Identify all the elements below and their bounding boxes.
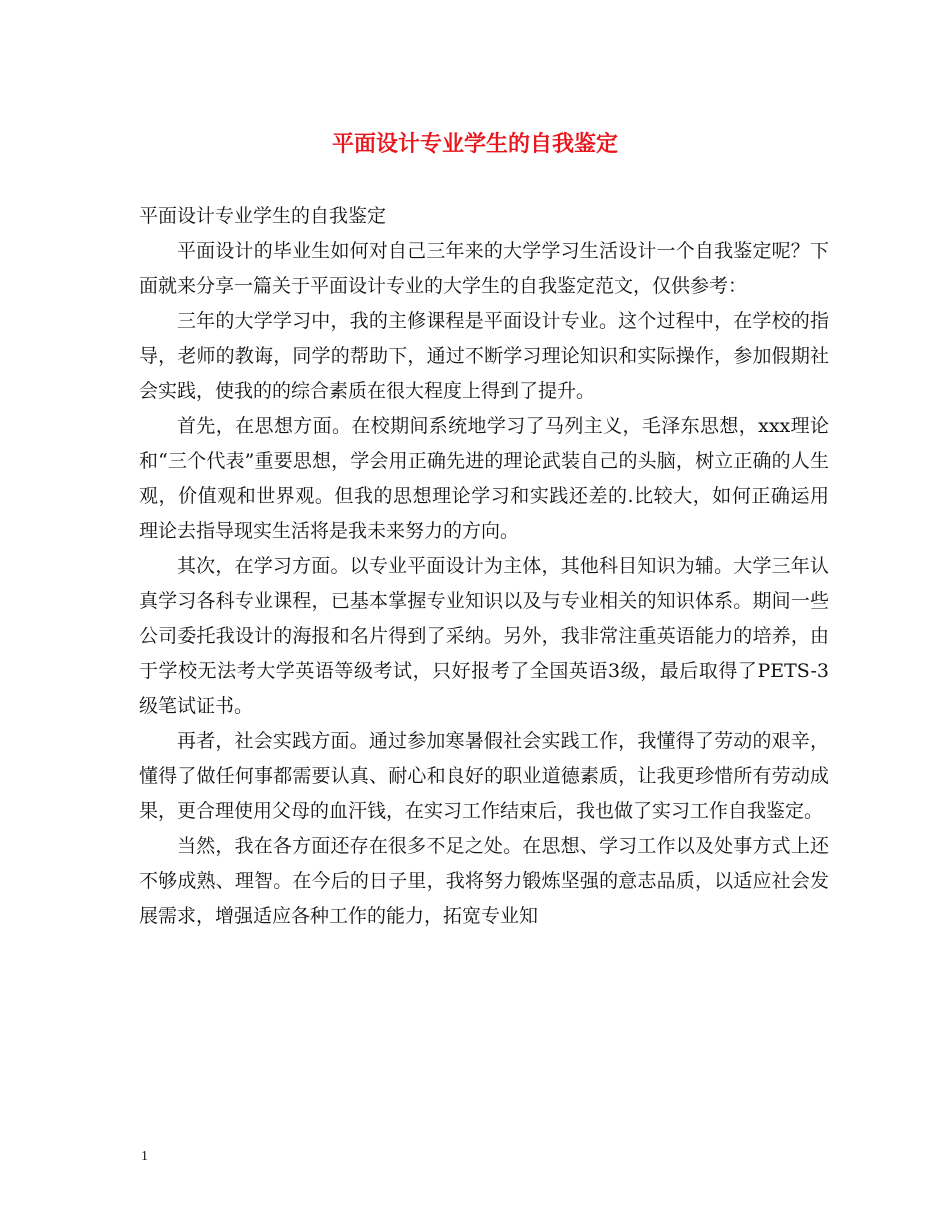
paragraph-overview: 三年的大学学习中，我的主修课程是平面设计专业。这个过程中，在学校的指导，老师的教诲，同学的帮助下，通过不断学习理论知识和实际操作，参加假期社会实践，使我的的综合素质在很大程度上得到了提升。	[139, 310, 829, 402]
document-body	[139, 199, 829, 934]
paragraph-shortcomings: 当然，我在各方面还存在很多不足之处。在思想、学习工作以及处事方式上还不够成熟、理智。在今后的日子里，我将努力锻炼坚强的意志品质，以适应社会发展需求，增强适应各种工作的能力，拓宽专业知	[139, 835, 829, 927]
paragraph-study: 其次，在学习方面。以专业平面设计为主体，其他科目知识为辅。大学三年认真学习各科专业课程，已基本掌握专业知识以及与专业相关的知识体系。期间一些公司委托我设计的海报和名片得到了采纳。另外，我非常注重英语能力的培养，由于学校无法考大学英语等级考试，只好报考了全国英语3级，最后取得了PETS-3级笔试证书。	[139, 555, 829, 717]
document-title: 平面设计专业学生的自我鉴定	[331, 132, 618, 157]
paragraph-practice: 再者，社会实践方面。通过参加寒暑假社会实践工作，我懂得了劳动的艰辛，懂得了做任何事都需要认真、耐心和良好的职业道德素质，让我更珍惜所有劳动成果，更合理使用父母的血汗钱，在实习工作结束后，我也做了实习工作自我鉴定。	[139, 730, 829, 822]
page-number: 1	[141, 1149, 148, 1164]
document-subtitle: 平面设计专业学生的自我鉴定	[139, 205, 387, 227]
paragraph-intro: 平面设计的毕业生如何对自己三年来的大学学习生活设计一个自我鉴定呢？下面就来分享一篇关于平面设计专业的大学生的自我鉴定范文，仅供参考：	[139, 240, 829, 297]
paragraph-ideology: 首先，在思想方面。在校期间系统地学习了马列主义，毛泽东思想，xxx理论和“三个代表”重要思想，学会用正确先进的理论武装自己的头脑，树立正确的人生观，价值观和世界观。但我的思想理论学习和实践还差的.比较大，如何正确运用理论去指导现实生活将是我未来努力的方向。	[139, 415, 829, 542]
